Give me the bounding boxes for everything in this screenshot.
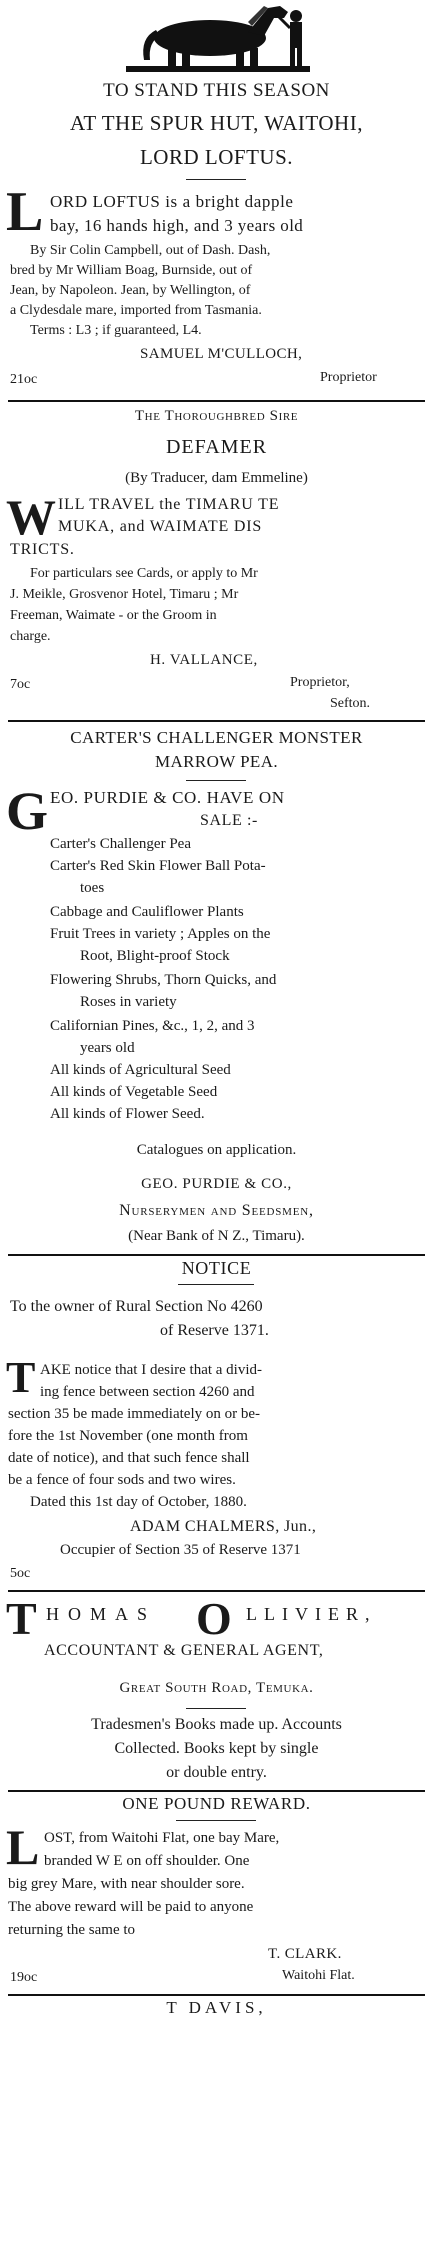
body-line: or double entry. [166,1764,267,1781]
role: Proprietor, [290,675,350,690]
stock-item: All kinds of Agricultural Seed [50,1062,231,1078]
drop-cap: W [6,489,56,545]
drop-cap: L [6,181,44,243]
body-line: Jean, by Napoleon. Jean, by Wellington, of [10,283,251,298]
short-rule [186,780,246,781]
divider [8,720,425,722]
body-line: The above reward will be paid to anyone [8,1899,254,1915]
insertion-code: 5oc [10,1566,31,1581]
title: NOTICE [181,1258,252,1278]
stock-item: years old [80,1040,135,1056]
kicker: The Thoroughbred Sire [134,408,299,424]
dated-line: Dated this 1st day of October, 1880. [30,1494,247,1510]
title: ONE POUND REWARD. [122,1794,311,1813]
body-line: big grey Mare, with near shoulder sore. [8,1876,245,1892]
stock-item: Flowering Shrubs, Thorn Quicks, and [50,972,277,988]
address: (Near Bank of N Z., Timaru). [128,1228,305,1244]
next-ad-title: T DAVIS, [166,1998,267,2017]
body-line: branded W E on off shoulder. One [44,1853,250,1869]
stock-item: Fruit Trees in variety ; Apples on the [50,926,271,942]
divider [8,1994,425,1996]
detail-line: charge. [10,629,51,644]
body-line: By Sir Colin Campbell, out of Dash. Dash, [30,243,271,258]
detail-line: Freeman, Waimate - or the Groom in [10,608,217,623]
headline-line: LORD LOFTUS. [139,145,293,169]
body-line: date of notice), and that such fence shall [8,1450,250,1466]
address: Great South Road, Temuka. [119,1680,314,1696]
headline-line: MARROW PEA. [154,752,279,771]
place: Sefton. [330,696,371,711]
trade: Nurserymen and Seedsmen, [119,1202,314,1219]
drop-cap: T [6,1593,37,1644]
stock-item: Root, Blight-proof Stock [80,948,230,964]
stock-item: Cabbage and Cauliflower Plants [50,904,244,920]
body-line: Collected. Books kept by single [114,1740,319,1757]
firm-name: GEO. PURDIE & CO., [141,1176,292,1192]
body-line: bay, 16 hands high, and 3 years old [50,216,304,235]
body-line: AKE notice that I desire that a divid- [40,1362,263,1378]
addressee-line: of Reserve 1371. [160,1322,269,1339]
body-line: a Clydesdale mare, imported from Tasmania. [10,303,262,318]
stock-item: Californian Pines, &c., 1, 2, and 3 [50,1018,255,1034]
addressee-line: To the owner of Rural Section No 4260 [10,1298,263,1315]
stock-item: All kinds of Flower Seed. [50,1106,205,1122]
divider [8,400,425,402]
headline-line: AT THE SPUR HUT, WAITOHI, [70,111,363,135]
subtitle: (By Traducer, dam Emmeline) [125,470,308,486]
catalogues-note: Catalogues on application. [136,1142,297,1158]
stock-item: Carter's Challenger Pea [50,836,191,852]
drop-cap: T [6,1353,36,1402]
insertion-code: 21oc [10,372,38,387]
role: Proprietor [320,370,377,385]
body-line: returning the same to [8,1922,136,1938]
intro-line: SALE :- [200,812,258,829]
body-line: section 35 be made immediately on or be- [8,1406,261,1422]
short-rule [186,179,246,180]
divider [8,1790,425,1792]
short-rule [176,1820,256,1821]
body-line: MUKA, and WAIMATE DIS [58,518,263,535]
stallion-woodcut [118,2,318,78]
stock-item: All kinds of Vegetable Seed [50,1084,218,1100]
body-line: Terms : L3 ; if guaranteed, L4. [30,323,202,338]
short-rule [178,1284,254,1285]
drop-cap: L [6,1819,40,1875]
insertion-code: 19oc [10,1970,38,1985]
title: DEFAMER [165,436,268,458]
stock-item: Roses in variety [80,994,177,1010]
body-line: ORD LOFTUS is a bright dapple [50,192,294,211]
place: Waitohi Flat. [282,1968,355,1983]
headline-line: TO STAND THIS SEASON [103,80,330,101]
body-line: TRICTS. [10,541,75,558]
signature: SAMUEL M'CULLOCH, [140,346,303,362]
signature: H. VALLANCE, [150,652,258,668]
body-line: Tradesmen's Books made up. Accounts [91,1716,342,1733]
body-line: fore the 1st November (one month from [8,1428,248,1444]
intro-line: EO. PURDIE & CO. HAVE ON [50,788,285,807]
body-line: OST, from Waitohi Flat, one bay Mare, [44,1830,280,1846]
stock-item: Carter's Red Skin Flower Ball Pota- [50,858,266,874]
name-part: HOMAS [46,1604,157,1624]
headline-line: CARTER'S CHALLENGER MONSTER [70,728,363,747]
insertion-code: 7oc [10,677,31,692]
signature: T. CLARK. [268,1946,342,1962]
signature: ADAM CHALMERS, Jun., [130,1518,317,1535]
body-line: bred by Mr William Boag, Burnside, out of [10,263,253,278]
occupier-line: Occupier of Section 35 of Reserve 1371 [60,1542,301,1558]
body-line: be a fence of four sods and two wires. [8,1472,236,1488]
name-part: LLIVIER, [246,1604,377,1624]
drop-cap: G [6,781,49,841]
divider [8,1590,425,1592]
short-rule [186,1708,246,1709]
title: ACCOUNTANT & GENERAL AGENT, [44,1642,324,1659]
detail-line: J. Meikle, Grosvenor Hotel, Timaru ; Mr [10,587,239,602]
stock-item: toes [80,880,105,896]
divider [8,1254,425,1256]
body-line: ing fence between section 4260 and [40,1384,255,1400]
detail-line: For particulars see Cards, or apply to Mr [30,566,258,581]
body-line: ILL TRAVEL the TIMARU TE [58,496,280,513]
drop-cap: O [196,1593,232,1644]
